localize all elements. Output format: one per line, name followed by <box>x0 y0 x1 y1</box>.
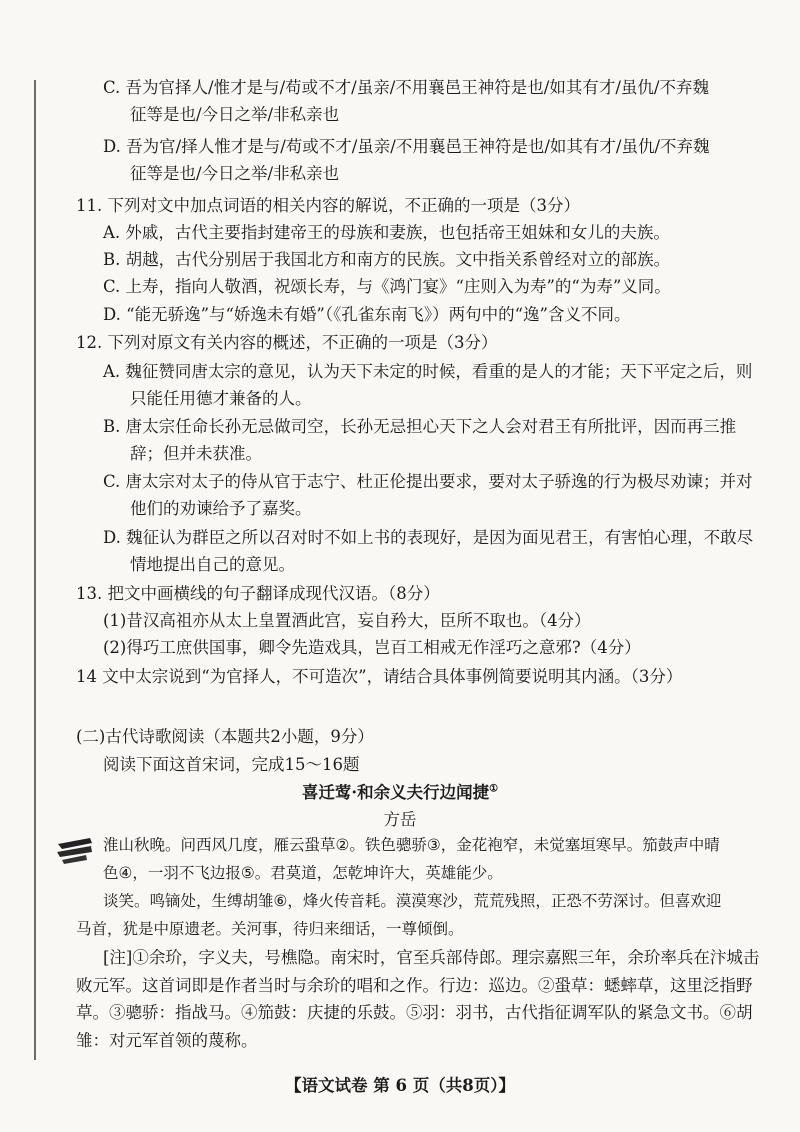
notes-line-1: [注]①余玠，字义夫，号樵隐。南宋时，官至兵部侍郎。理宗嘉熙三年，余玠率兵在汴城击 <box>103 948 760 967</box>
notes-line-2: 败元军。这首词即是作者当时与余玠的唱和之作。行边：巡边。②蛩草：蟋蟀草，这里泛指野 <box>76 976 753 995</box>
q13-stem: 13. 把文中画横线的句子翻译成现代汉语。（8分） <box>76 584 440 603</box>
q11-option-b: B. 胡越，古代分别居于我国北方和南方的民族。文中指关系曾经对立的部族。 <box>103 250 671 269</box>
poem-title-wrap <box>0 782 800 804</box>
notes-line-4: 雏：对元军首领的蔑称。 <box>76 1031 258 1050</box>
q11-option-c: C. 上寿，指向人敬酒，祝颂长寿，与《鸿门宴》“庄则入为寿”的“为寿”义同。 <box>103 277 671 296</box>
q10-option-c-line1: C. 吾为官择人/惟才是与/苟或不才/虽亲/不用襄邑王神符是也/如其有才/虽仇/不弃魏 <box>103 78 709 97</box>
q13-sentence-2: (2)得巧工庶供国事，卿令先造戏具，岂百工相戒无作淫巧之意邪?（4分） <box>103 638 641 657</box>
q10-option-d-line2: 征等是也/今日之举/非私亲也 <box>130 164 340 183</box>
notes-line-3: 草。③骢骄：指战马。④笳鼓：庆捷的乐鼓。⑤羽：羽书，古代指征调军队的紧急文书。⑥胡 <box>76 1003 753 1022</box>
poem-line-4: 马首，犹是中原遗老。关河事，待归来细话，一尊倾倒。 <box>76 920 464 938</box>
section2-heading: (二)古代诗歌阅读（本题共2小题，9分） <box>76 727 374 746</box>
q12-option-b-line2: 辞；但并未获准。 <box>130 444 262 463</box>
q10-option-c-line2: 征等是也/今日之举/非私亲也 <box>130 105 340 124</box>
q12-option-b-line1: B. 唐太宗任命长孙无忌做司空，长孙无忌担心天下之人会对君王有所批评，因而再三推 <box>103 417 737 436</box>
poem-line-3: 谈笑。鸣镝处，生缚胡雏⑥，烽火传音耗。漠漠寒沙，荒荒残照，正恐不劳深讨。但喜欢迎 <box>103 892 722 910</box>
q11-option-a: A. 外戚，古代主要指封建帝王的母族和妻族，也包括帝王姐妹和女儿的夫族。 <box>103 223 670 242</box>
q12-option-a-line2: 只能任用德才兼备的人。 <box>130 389 312 408</box>
poem-title: 喜迁莺·和余义夫行边闻捷 <box>301 783 490 802</box>
ink-blot-mark <box>56 836 94 866</box>
q11-option-d: D. “能无骄逸”与“娇逸未有婚”（《孔雀东南飞》）两句中的“逸”含义不同。 <box>103 305 631 324</box>
poem-author: 方岳 <box>383 810 417 829</box>
poem-line-2: 色④，一羽不飞边报⑤。君莫道，怎乾坤许大，英雄能少。 <box>103 864 503 882</box>
q12-option-c-line2: 他们的劝谏给予了嘉奖。 <box>130 499 312 518</box>
q12-option-d-line1: D. 魏征认为群臣之所以召对时不如上书的表现好，是因为面见君王，有害怕心理，不敢尽 <box>103 528 754 547</box>
page-footer: 【语文试卷 第 6 页（共8页）】 <box>285 1076 515 1095</box>
section2-instruction: 阅读下面这首宋词，完成15～16题 <box>103 755 360 774</box>
q12-stem: 12. 下列对原文有关内容的概述，不正确的一项是（3分） <box>76 333 498 352</box>
poem-title-note: ① <box>489 783 499 795</box>
q12-option-a-line1: A. 魏征赞同唐太宗的意见，认为天下未定的时候，看重的是人的才能；天下平定之后，则 <box>103 362 753 381</box>
page-margin-rule <box>34 80 36 1060</box>
q14-stem: 14 文中太宗说到“为官择人，不可造次”，请结合具体事例简要说明其内涵。（3分） <box>76 667 683 686</box>
q13-sentence-1: (1)昔汉高祖亦从太上皇置酒此宫，妄自矜大，臣所不取也。（4分） <box>103 611 591 630</box>
q12-option-d-line2: 情地提出自己的意见。 <box>130 555 295 574</box>
q12-option-c-line1: C. 唐太宗对太子的侍从官于志宁、杜正伦提出要求，要对太子骄逸的行为极尽劝谏；并对 <box>103 472 753 491</box>
q11-stem: 11. 下列对文中加点词语的相关内容的解说，不正确的一项是（3分） <box>76 196 580 215</box>
poem-line-1: 淮山秋晚。问西风几度，雁云蛩草②。铁色骢骄③，金花袍窄，未觉塞垣寒早。笳鼓声中晴 <box>103 836 720 854</box>
q10-option-d-line1: D. 吾为官/择人惟才是与/苟或不才/虽亲/不用襄邑王神符是也/如其有才/虽仇/不弃魏 <box>103 137 710 156</box>
